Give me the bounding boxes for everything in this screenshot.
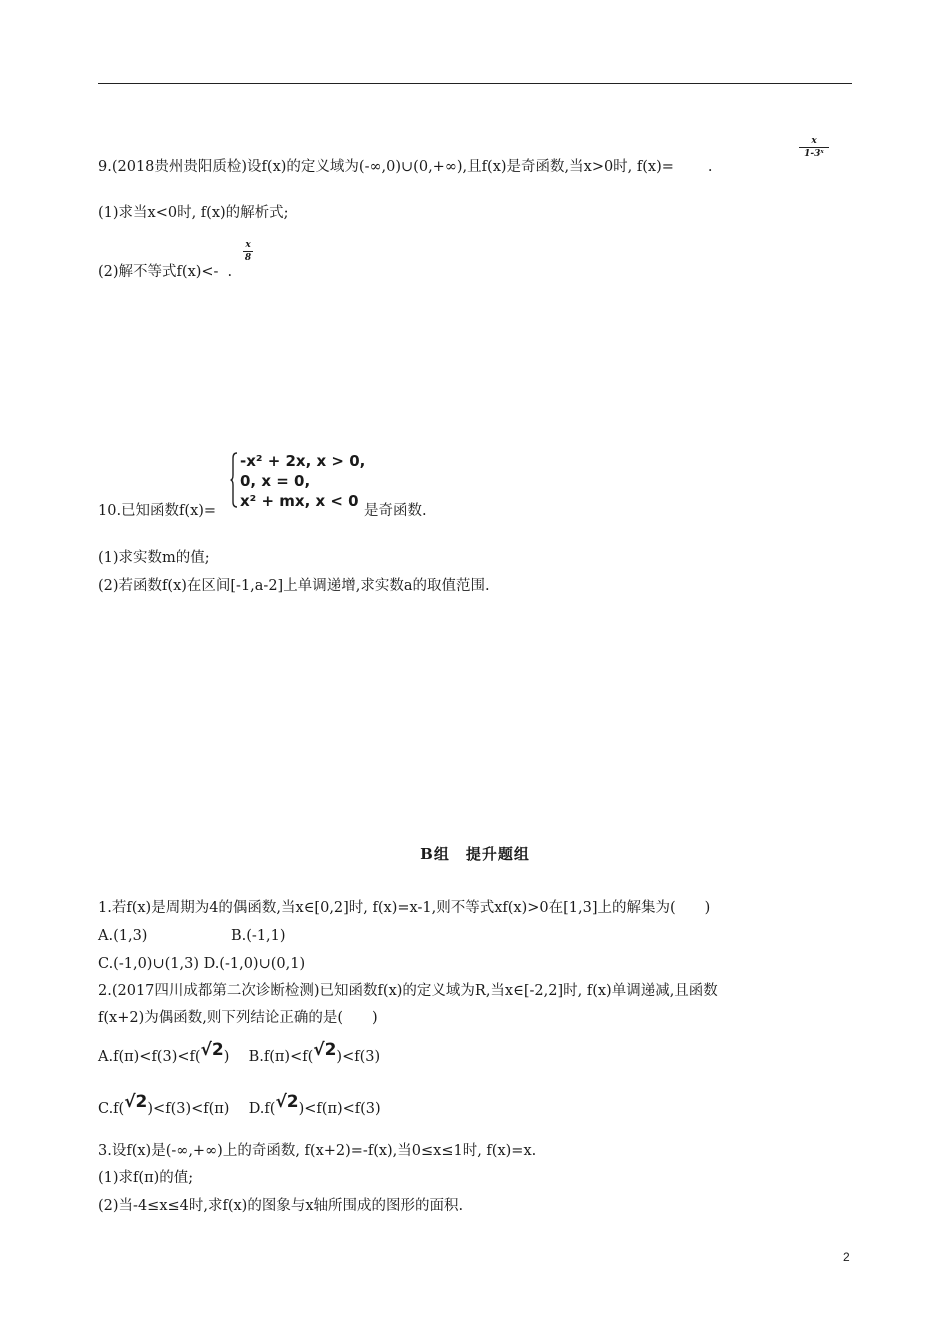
b2-option-a: A.f(π)<f(3)<f(√2) bbox=[98, 1040, 230, 1065]
q9-frac-num: x bbox=[811, 136, 817, 146]
q10-part2: (2)若函数f(x)在区间[-1,a-2]上单调递增,求实数a的取值范围. bbox=[98, 578, 490, 594]
q9-frac-den: 1-3ˣ bbox=[804, 149, 824, 159]
b3-part1: (1)求f(π)的值; bbox=[98, 1170, 194, 1186]
q10-lead: 10.已知函数f(x)= bbox=[98, 503, 217, 519]
b1-option-a: A.(1,3) bbox=[98, 928, 148, 944]
sqrt-2: √2 bbox=[275, 1092, 299, 1112]
piece-2: 0, x = 0, bbox=[240, 472, 311, 490]
b2-stem-line2: f(x+2)为偶函数,则下列结论正确的是( ) bbox=[98, 1010, 378, 1026]
piece-1: -x² + 2x, x > 0, bbox=[240, 452, 366, 470]
q9-fraction bbox=[799, 136, 829, 159]
q9-stem: 9.(2018贵州贵阳质检)设f(x)的定义域为(-∞,0)∪(0,+∞),且f(x)是奇函数,当x>0时, f(x)= . bbox=[98, 159, 713, 175]
b2-option-d: D.f(√2)<f(π)<f(3) bbox=[248, 1092, 381, 1117]
sqrt-2: √2 bbox=[313, 1040, 337, 1060]
b2-option-b: B.f(π)<f(√2)<f(3) bbox=[248, 1040, 381, 1065]
section-title: B组 提升题组 bbox=[420, 845, 530, 863]
q9-part1: (1)求当x<0时, f(x)的解析式; bbox=[98, 205, 289, 221]
piecewise-brace bbox=[230, 452, 238, 508]
page-number: 2 bbox=[843, 1250, 850, 1264]
b1-stem: 1.若f(x)是周期为4的偶函数,当x∈[0,2]时, f(x)=x-1,则不等式xf(x)>0在[1,3]上的解集为( ) bbox=[98, 900, 711, 916]
b1-option-b: B.(-1,1) bbox=[231, 928, 286, 944]
piece-3: x² + mx, x < 0 bbox=[240, 492, 359, 510]
sqrt-2: √2 bbox=[200, 1040, 224, 1060]
b2-options-ab bbox=[98, 1040, 381, 1067]
q10-tail: 是奇函数. bbox=[364, 503, 427, 519]
b3-part2: (2)当-4≤x≤4时,求f(x)的图象与x轴所围成的图形的面积. bbox=[98, 1198, 464, 1214]
header-rule bbox=[98, 83, 852, 84]
b2-options-cd bbox=[98, 1092, 381, 1119]
b3-stem: 3.设f(x)是(-∞,+∞)上的奇函数, f(x+2)=-f(x),当0≤x≤1时, f(x)=x. bbox=[98, 1143, 537, 1159]
q10-part1: (1)求实数m的值; bbox=[98, 550, 210, 566]
q9-part2: (2)解不等式f(x)<- . bbox=[98, 264, 233, 280]
b2-option-c: C.f(√2)<f(3)<f(π) bbox=[98, 1092, 230, 1117]
b2-stem-line1: 2.(2017四川成都第二次诊断检测)已知函数f(x)的定义域为R,当x∈[-2,2]时, f(x)单调递减,且函数 bbox=[98, 983, 718, 999]
q9-part2-fraction: x 8 bbox=[244, 240, 252, 263]
sqrt-2: √2 bbox=[124, 1092, 148, 1112]
b1-option-cd: C.(-1,0)∪(1,3) D.(-1,0)∪(0,1) bbox=[98, 956, 306, 972]
